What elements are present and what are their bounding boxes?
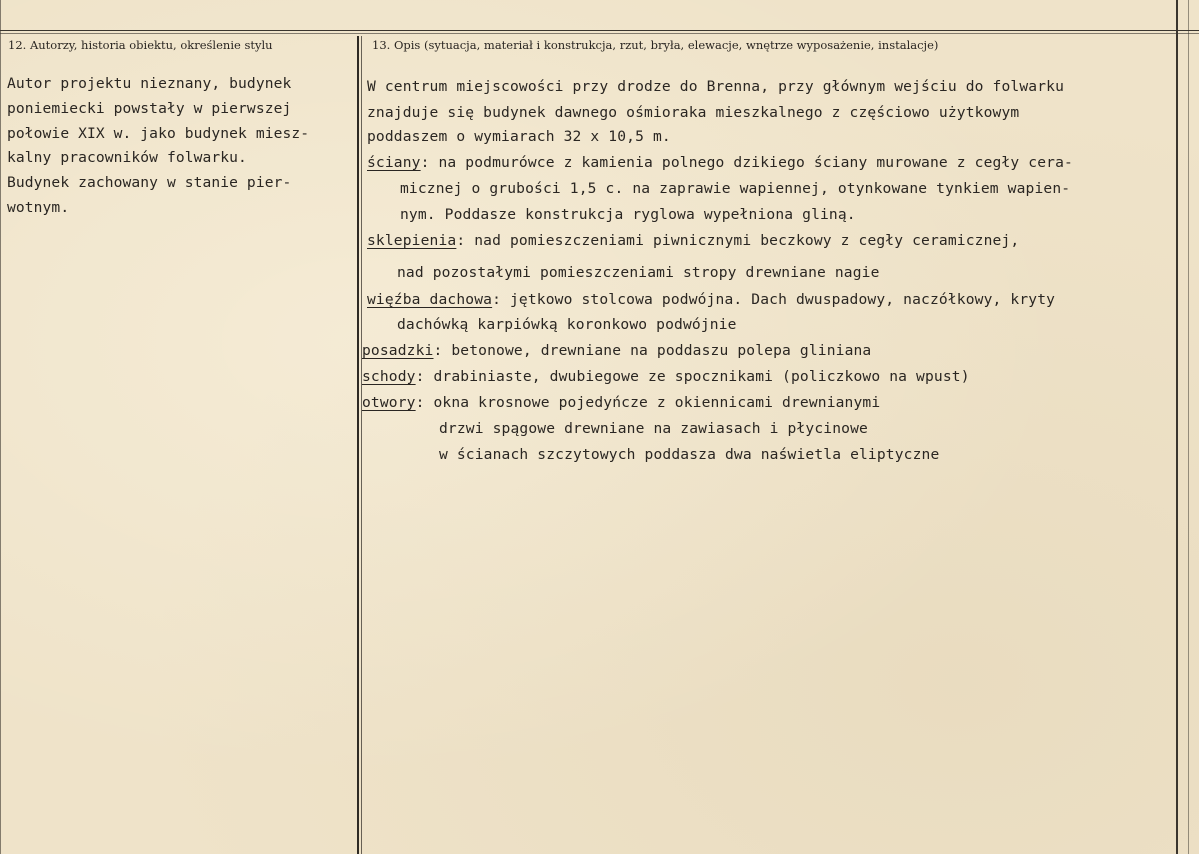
otwory-label: otwory xyxy=(362,394,416,411)
wiezba-text: : jętkowo stolcowa podwójna. Dach dwuspadowy, naczółkowy, kryty xyxy=(492,291,1056,308)
section-12-header: 12. Autorzy, historia obiektu, określenie stylu xyxy=(8,38,273,52)
sciany-text: : na podmurówce z kamienia polnego dzikiego ściany murowane z cegły cera- xyxy=(420,154,1073,171)
otwory-text: : okna krosnowe pojedyńcze z okiennicami drewnianymi xyxy=(415,394,881,411)
sklepienia-text: : nad pomieszczeniami piwnicznymi beczkowy z cegły ceramicznej, xyxy=(456,232,1020,249)
schody-text: : drabiniaste, dwubiegowe ze spocznikami (policzkowo na wpust) xyxy=(415,368,970,385)
sklepienia-label: sklepienia xyxy=(367,232,457,249)
left-line: poniemiecki powstały w pierwszej xyxy=(7,99,292,117)
top-rule xyxy=(0,30,1199,31)
left-line: Autor projektu nieznany, budynek xyxy=(7,75,292,92)
column-divider xyxy=(357,36,359,854)
left-line: Budynek zachowany w stanie pier- xyxy=(7,174,292,192)
posadzki-label: posadzki xyxy=(362,342,434,359)
schody-label: schody xyxy=(362,368,416,385)
left-line: połowie XIX w. jako budynek miesz- xyxy=(7,124,310,142)
wiezba-continuation: dachówką karpiówką koronkowo podwójnie xyxy=(397,316,737,333)
right-rule-secondary xyxy=(1188,0,1189,854)
intro-line: poddaszem o wymiarach 32 x 10,5 m. xyxy=(367,128,671,145)
otwory-continuation: drzwi spągowe drewniane na zawiasach i płycinowe xyxy=(439,420,868,437)
left-line: wotnym. xyxy=(7,198,70,216)
sciany-label: ściany xyxy=(367,154,421,171)
intro-line: W centrum miejscowości przy drodze do Brenna, przy głównym wejściu do folwarku xyxy=(367,78,1065,95)
posadzki-entry xyxy=(362,342,871,359)
otwory-entry xyxy=(362,394,880,411)
left-edge-rule xyxy=(0,0,1,854)
sciany-entry xyxy=(367,154,1073,171)
column-divider-secondary xyxy=(361,36,362,854)
top-rule-secondary xyxy=(0,33,1199,34)
left-line: kalny pracowników folwarku. xyxy=(7,149,247,167)
sciany-continuation: nym. Poddasze konstrukcja ryglowa wypełniona gliną. xyxy=(400,206,856,223)
sciany-continuation: micznej o grubości 1,5 c. na zaprawie wapiennej, otynkowane tynkiem wapien- xyxy=(400,180,1071,197)
wiezba-entry xyxy=(367,291,1055,308)
section-12-text xyxy=(7,72,352,221)
posadzki-text: : betonowe, drewniane na poddaszu polepa gliniana xyxy=(433,342,872,359)
intro-line: znajduje się budynek dawnego ośmioraka mieszkalnego z częściowo użytkowym xyxy=(367,104,1020,121)
sklepienia-entry xyxy=(367,232,1019,249)
schody-entry xyxy=(362,368,970,385)
right-rule xyxy=(1176,0,1178,854)
sklepienia-continuation: nad pozostałymi pomieszczeniami stropy drewniane nagie xyxy=(397,264,880,281)
otwory-continuation: w ścianach szczytowych poddasza dwa naświetla eliptyczne xyxy=(439,446,940,463)
wiezba-label: więźba dachowa xyxy=(367,291,493,308)
section-13-header: 13. Opis (sytuacja, materiał i konstrukcja, rzut, bryła, elewacje, wnętrze wyposażenie, instalacje) xyxy=(372,38,939,52)
